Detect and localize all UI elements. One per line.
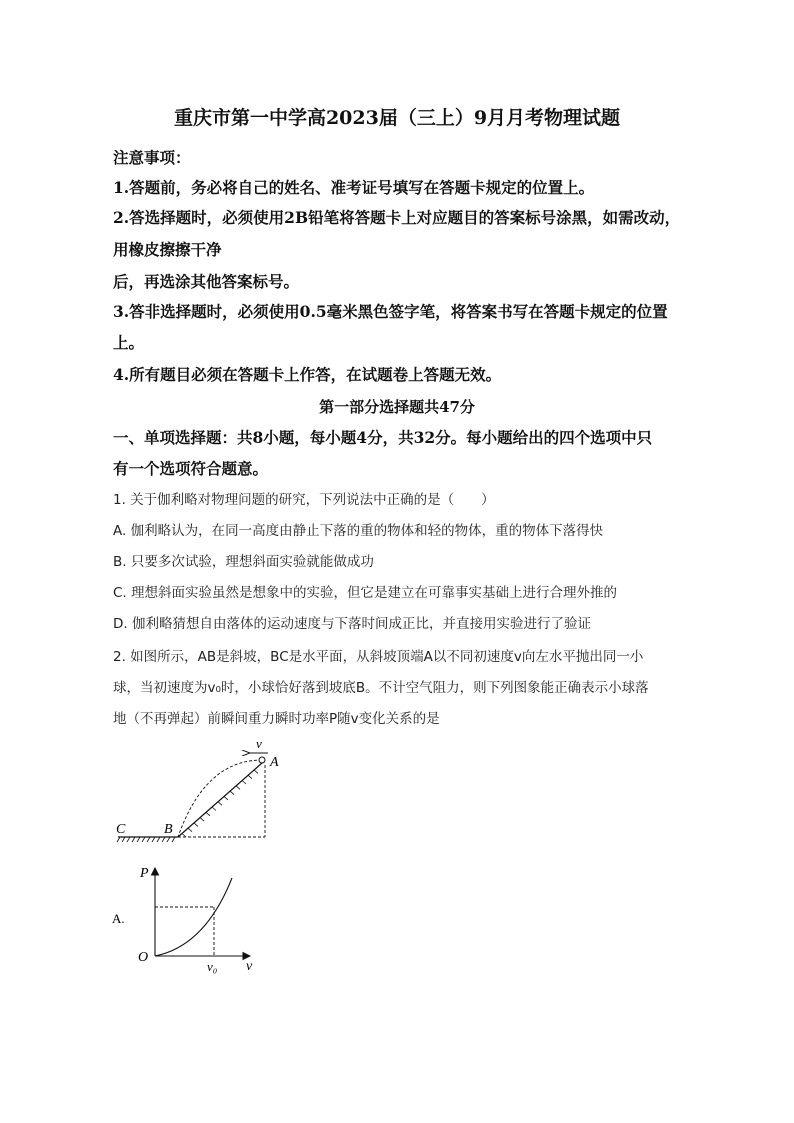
option-a-label: A. xyxy=(112,911,125,926)
part1-instructions-line-2: 有一个选项符合题意。 xyxy=(113,459,269,478)
question-2-line-1: 2. 如图所示，AB是斜坡，BC是水平面，从斜坡顶端A以不同初速度v向左水平抛出同一小 xyxy=(113,649,644,665)
notice-item-2-line-3: 后，再选涂其他答案标号。 xyxy=(113,272,300,291)
ground-hatching xyxy=(117,837,175,842)
question-1-option-b: B. 只要多次试验，理想斜面实验就能做成功 xyxy=(113,554,374,570)
origin-label: O xyxy=(138,950,149,965)
question-1-option-c: C. 理想斜面实验虽然是想象中的实验，但它是建立在可靠事实基础上进行合理外推的 xyxy=(113,585,618,601)
question-1-option-d: D. 伽利略猜想自由落体的运动速度与下落时间成正比，并直接用实验进行了验证 xyxy=(113,616,591,632)
question-2-line-2: 球，当初速度为v₀时，小球恰好落到坡底B。不计空气阻力，则下列图象能正确表示小球落 xyxy=(113,680,649,696)
v0-label: v₀ xyxy=(207,959,218,974)
question-1-stem: 1. 关于伽利略对物理问题的研究，下列说法中正确的是（ ） xyxy=(113,492,495,508)
question-1-option-a: A. 伽利略认为，在同一高度由静止下落的重的物体和轻的物体，重的物体下落得快 xyxy=(113,523,604,539)
label-b: B xyxy=(164,822,173,837)
incline-figure xyxy=(110,735,290,850)
power-curve xyxy=(155,878,232,956)
notice-item-4: 4.所有题目必须在答题卡上作答，在试题卷上答题无效。 xyxy=(113,365,502,384)
slope-line xyxy=(178,763,262,837)
page-title: 重庆市第一中学高2023届（三上）9月月考物理试题 xyxy=(173,107,621,129)
notice-item-2-line-1: 2.答选择题时，必须使用2B铅笔将答题卡上对应题目的答案标号涂黑，如需改动， xyxy=(113,208,681,227)
notice-item-2-line-2: 用橡皮擦擦干净 xyxy=(113,240,222,259)
notice-item-3-line-1: 3.答非选择题时，必须使用0.5毫米黑色签字笔，将答案书写在答题卡规定的位置 xyxy=(113,302,668,321)
question-2-line-3: 地（不再弹起）前瞬间重力瞬时功率P随v变化关系的是 xyxy=(113,711,440,727)
section-title: 第一部分选择题共47分 xyxy=(319,398,475,416)
label-a: A xyxy=(270,755,279,770)
ball xyxy=(259,757,265,763)
notice-item-1: 1.答题前，务必将自己的姓名、准考证号填写在答题卡规定的位置上。 xyxy=(113,178,595,197)
notice-heading: 注意事项： xyxy=(113,148,191,167)
label-v: v xyxy=(256,736,262,751)
label-c: C xyxy=(116,822,126,837)
part1-instructions-line-1: 一、单项选择题：共8小题，每小题4分，共32分。每小题给出的四个选项中只 xyxy=(113,428,653,447)
option-a-graph xyxy=(110,860,270,975)
notice-item-3-line-2: 上。 xyxy=(113,333,145,352)
axis-label-v: v xyxy=(246,959,253,974)
axis-label-p: P xyxy=(140,866,149,881)
